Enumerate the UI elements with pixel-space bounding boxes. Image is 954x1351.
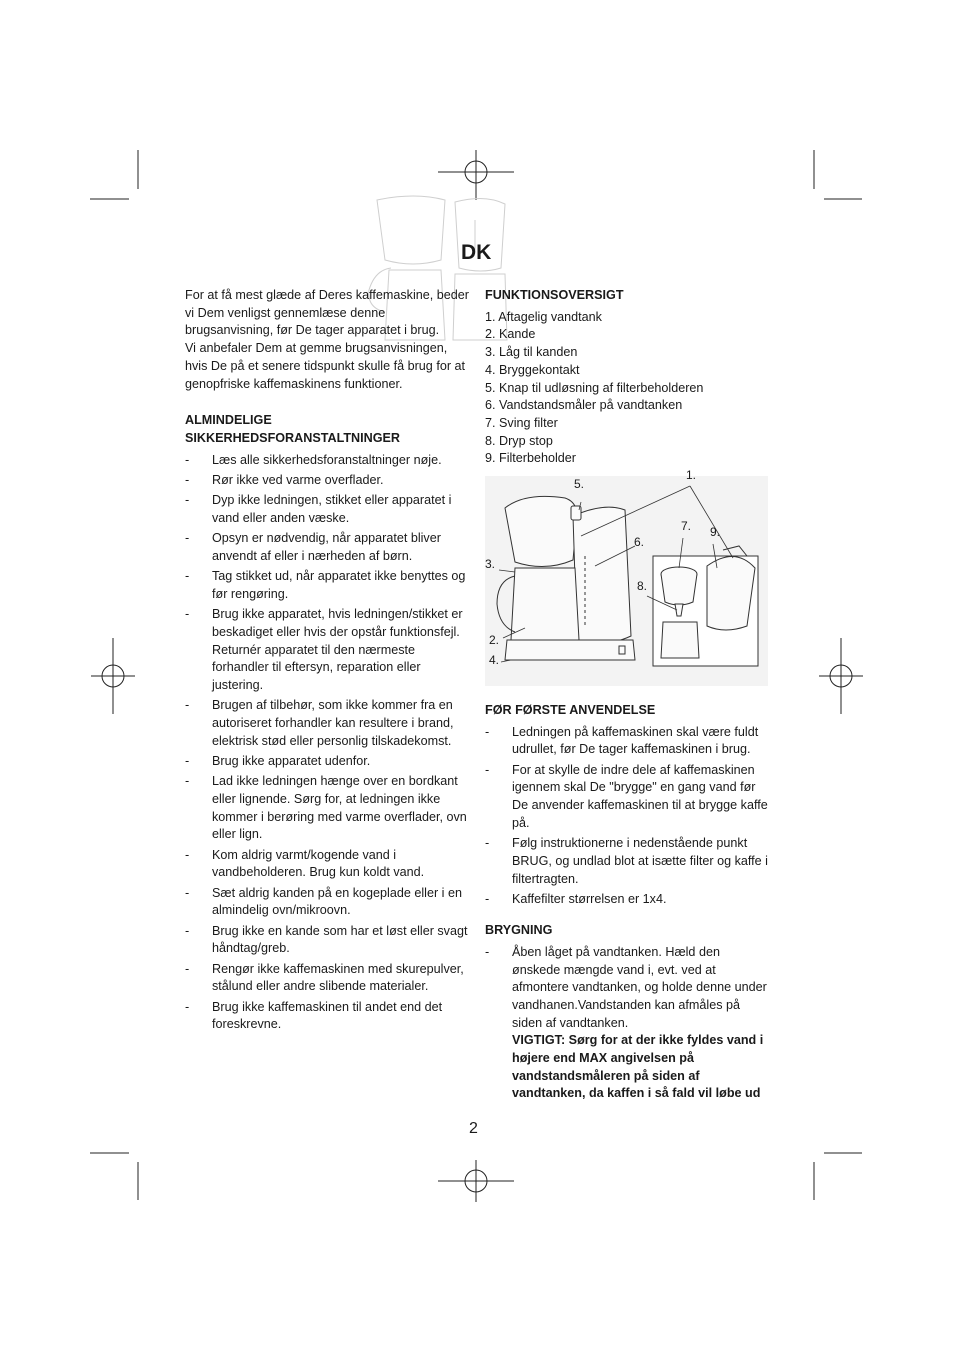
brewing-text: Åben låget på vandtanken. Hæld den ønskede mængde vand i, evt. ved at afmontere vandtanken, og holde denne under vandhanen.Vandstanden kan afmåles på siden af vandtanken. bbox=[512, 944, 767, 1030]
left-column bbox=[185, 287, 470, 1037]
function-item: 1. Aftagelig vandtank bbox=[485, 309, 602, 324]
first-use-item: - For at skylle de indre dele af kaffemaskinen igennem skal De "brygge" en gang vand før De anvender kaffemaskinen til at brygge kaffe på. bbox=[485, 762, 770, 833]
safety-item: - Dyp ikke ledningen, stikket eller apparatet i vand eller anden væske. bbox=[185, 492, 470, 527]
language-code: DK bbox=[461, 241, 492, 264]
safety-item: - Kom aldrig varmt/kogende vand i vandbeholderen. Brug kun koldt vand. bbox=[185, 847, 470, 882]
coffee-maker-illustration bbox=[485, 476, 768, 686]
function-item: 3. Låg til kanden bbox=[485, 345, 578, 360]
figure-label-1: 1. bbox=[686, 468, 697, 483]
function-item: 2. Kande bbox=[485, 327, 536, 342]
safety-list bbox=[185, 452, 470, 1035]
function-item: 6. Vandstandsmåler på vandtanken bbox=[485, 398, 683, 413]
safety-item: - Brug ikke en kande som har et løst eller svagt håndtag/greb. bbox=[185, 923, 470, 958]
figure-label-8: 8. bbox=[637, 579, 648, 594]
safety-item: - Brug ikke apparatet udenfor. bbox=[185, 753, 470, 771]
figure-label-3: 3. bbox=[485, 557, 496, 572]
intro-paragraph-2: Vi anbefaler Dem at gemme brugsanvisningen, hvis De på et senere tidspunkt skulle få brug for at genopfriske kaffemaskinens funktioner. bbox=[185, 341, 466, 391]
safety-item: - Brug ikke apparatet, hvis ledningen/stikket er beskadiget eller hvis der opstår funktionsfejl. Returnér apparatet til den nærmeste forhandler til eftersyn, reparation eller justering. bbox=[185, 606, 470, 695]
safety-item: - Sæt aldrig kanden på en kogeplade eller i en almindelig ovn/mikroovn. bbox=[185, 885, 470, 920]
brewing-list bbox=[485, 944, 770, 1103]
safety-item: - Rør ikke ved varme overflader. bbox=[185, 472, 470, 490]
figure-label-4: 4. bbox=[489, 653, 500, 668]
functions-list bbox=[485, 309, 770, 468]
safety-item: - Brugen af tilbehør, som ikke kommer fra en autoriseret forhandler kan resultere i brand, elektrisk stød eller personlig tilskadekomst. bbox=[185, 697, 470, 750]
page-number: 2 bbox=[469, 1120, 478, 1137]
figure-label-5: 5. bbox=[574, 477, 585, 492]
brewing-heading: BRYGNING bbox=[485, 923, 553, 938]
figure-label-6: 6. bbox=[634, 535, 645, 550]
function-item: 7. Sving filter bbox=[485, 415, 558, 430]
safety-heading-line2: SIKKERHEDSFORANSTALTNINGER bbox=[185, 430, 401, 445]
figure-label-7: 7. bbox=[681, 519, 692, 534]
first-use-item: - Følg instruktionerne i nedenstående punkt BRUG, og undlad blot at isætte filter og kaffe i filtertragten. bbox=[485, 835, 770, 888]
function-item: 8. Dryp stop bbox=[485, 433, 553, 448]
figure-label-2: 2. bbox=[489, 633, 500, 648]
brewing-warning: VIGTIGT: Sørg for at der ikke fyldes vand i højere end MAX angivelsen på vandstandsmåleren på siden af vandtanken, da kaffen i så fald vil løbe ud bbox=[512, 1033, 764, 1101]
safety-heading-line1: ALMINDELIGE bbox=[185, 413, 272, 428]
figure-label-9: 9. bbox=[710, 525, 721, 540]
safety-item: - Læs alle sikkerhedsforanstaltninger nøje. bbox=[185, 452, 470, 470]
coffee-maker-diagram bbox=[485, 468, 768, 686]
function-item: 5. Knap til udløsning af filterbeholderen bbox=[485, 380, 704, 395]
first-use-item: - Kaffefilter størrelsen er 1x4. bbox=[485, 891, 770, 909]
right-column bbox=[485, 287, 770, 1106]
first-use-list bbox=[485, 724, 770, 909]
first-use-heading: FØR FØRSTE ANVENDELSE bbox=[485, 703, 656, 718]
intro-paragraph-1: For at få mest glæde af Deres kaffemaskine, beder vi Dem venligst gennemlæse denne brugsanvisning, før De tager apparatet i brug. bbox=[185, 288, 469, 338]
brewing-item bbox=[485, 944, 770, 1103]
function-item: 4. Bryggekontakt bbox=[485, 362, 580, 377]
safety-item: - Opsyn er nødvendig, når apparatet bliver anvendt af eller i nærheden af børn. bbox=[185, 530, 470, 565]
safety-item: - Lad ikke ledningen hænge over en bordkant eller lignende. Sørg for, at ledningen ikke kommer i berøring med varme overflader, ovn eller lign. bbox=[185, 773, 470, 844]
safety-item: - Brug ikke kaffemaskinen til andet end det foreskrevne. bbox=[185, 999, 470, 1034]
functions-heading: FUNKTIONSOVERSIGT bbox=[485, 288, 624, 302]
first-use-item: - Ledningen på kaffemaskinen skal være fuldt udrullet, før De tager kaffemaskinen i brug. bbox=[485, 724, 770, 759]
function-item: 9. Filterbeholder bbox=[485, 451, 577, 466]
safety-item: - Rengør ikke kaffemaskinen med skurepulver, stålund eller andre slibende materialer. bbox=[185, 961, 470, 996]
safety-item: - Tag stikket ud, når apparatet ikke benyttes og før rengøring. bbox=[185, 568, 470, 603]
